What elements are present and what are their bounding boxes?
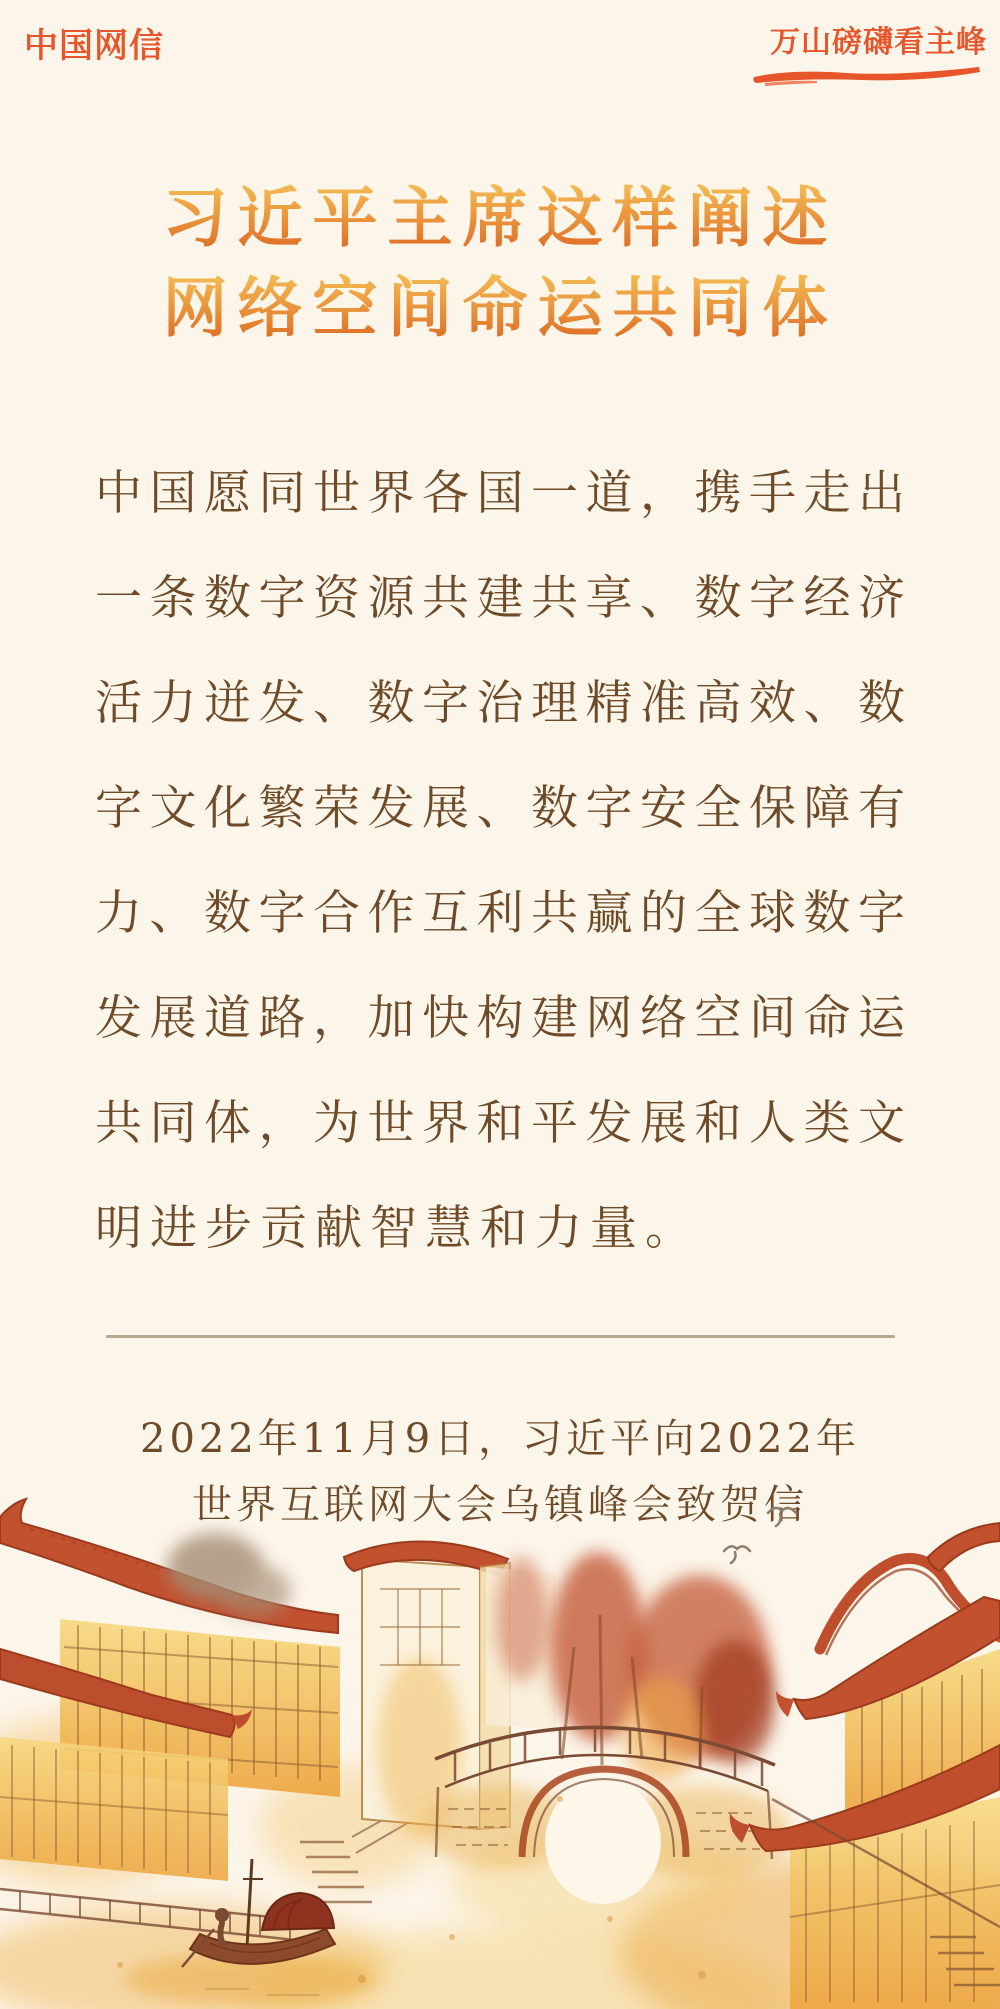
quote-char: 同 [258, 466, 306, 521]
quote-char: 共 [531, 886, 578, 941]
quote-char: 运 [858, 991, 905, 1046]
quote-char: 世 [367, 1096, 415, 1151]
quote-char: 国 [476, 466, 524, 521]
quote-char: 数 [204, 571, 251, 626]
quote-char: 迸 [204, 676, 251, 731]
quote-char: 命 [803, 991, 851, 1046]
quote-char: ， [313, 991, 360, 1046]
quote-char: 人 [749, 1096, 796, 1151]
quote-char: 共 [95, 1096, 142, 1151]
quote-char: 间 [749, 991, 796, 1046]
quote-char: 出 [858, 466, 905, 521]
quote-char: 力 [149, 676, 197, 731]
quote-char: 有 [858, 781, 905, 836]
quote-char: 条 [149, 571, 197, 626]
quote-char: 作 [367, 886, 415, 941]
quote-char: 中 [95, 466, 142, 521]
quote-char: 力 [535, 1201, 582, 1256]
quote-char: 、 [476, 781, 524, 836]
quote-line [95, 542, 905, 647]
quote-char: 共 [422, 571, 469, 626]
header-slogan [751, 17, 987, 88]
quote-char: 贡 [260, 1201, 307, 1256]
quote-char: 界 [422, 1096, 469, 1151]
attribution-line-1: 2022年11月9日，习近平向2022年 [140, 1416, 860, 1462]
quote-char: 合 [313, 886, 360, 941]
quote-char: 和 [476, 1096, 524, 1151]
quote-char: 赢 [585, 886, 633, 941]
quote-char: 和 [694, 1096, 742, 1151]
quote-char: 准 [640, 676, 687, 731]
quote-char: 字 [258, 886, 306, 941]
quote-line [95, 857, 905, 962]
quote-char: 享 [585, 571, 633, 626]
quote-char: 效 [749, 676, 796, 731]
quote-char: 国 [149, 466, 197, 521]
quote-char: 。 [645, 1201, 692, 1256]
quote-char: 世 [313, 466, 360, 521]
quote-char: 全 [694, 781, 742, 836]
quote-char: 源 [367, 571, 415, 626]
quote-char: 的 [640, 886, 687, 941]
quote-char: 障 [803, 781, 851, 836]
quote-char: 治 [476, 676, 524, 731]
quote-char: 携 [694, 466, 742, 521]
quote-char: 愿 [204, 466, 251, 521]
quote-char: 、 [149, 886, 197, 941]
quote-char: 同 [149, 1096, 197, 1151]
quote-char: 为 [313, 1096, 360, 1151]
quote-char: 道 [204, 991, 251, 1046]
quote-char: 、 [640, 571, 687, 626]
quote-char: 络 [640, 991, 687, 1046]
quote-char: 经 [803, 571, 851, 626]
brush-stroke-underline [751, 64, 983, 88]
quote-char: 字 [258, 571, 306, 626]
quote-char: 字 [95, 781, 142, 836]
quote-char: 步 [205, 1201, 252, 1256]
quote-char: 数 [204, 886, 251, 941]
quote-char: 数 [367, 676, 415, 731]
page-title [0, 173, 1000, 353]
quote-char: 字 [749, 571, 796, 626]
quote-char: 繁 [258, 781, 306, 836]
quote-char: 进 [150, 1201, 197, 1256]
divider-line [106, 1335, 895, 1338]
quote-char: 加 [367, 991, 415, 1046]
brand-logo: 中国网信 [24, 27, 164, 65]
quote-char: 量 [590, 1201, 637, 1256]
quote-char: 发 [95, 991, 142, 1046]
quote-char: 化 [204, 781, 251, 836]
quote-char: 各 [422, 466, 469, 521]
quote-line [95, 1067, 905, 1172]
quote-char: 文 [149, 781, 197, 836]
title-line-2: 网络空间命运共同体 [0, 263, 1000, 353]
quote-char: 保 [749, 781, 796, 836]
quote-char: 建 [476, 571, 524, 626]
quote-char: 一 [531, 466, 578, 521]
quote-char: 互 [422, 886, 469, 941]
quote-char: 发 [585, 1096, 633, 1151]
quote-char: 展 [422, 781, 469, 836]
quote-char: 资 [313, 571, 360, 626]
quote-char: 发 [367, 781, 415, 836]
quote-char: 道 [585, 466, 633, 521]
quote-char: 高 [694, 676, 742, 731]
quote-char: 类 [803, 1096, 851, 1151]
quote-char: 数 [531, 781, 578, 836]
quote-char: 和 [480, 1201, 527, 1256]
attribution-line-2: 世界互联网大会乌镇峰会致贺信 [192, 1482, 808, 1528]
quote-char: 荣 [313, 781, 360, 836]
quote-char: 路 [258, 991, 306, 1046]
quote-char: 文 [858, 1096, 905, 1151]
slogan-text: 万山磅礴看主峰 [770, 26, 987, 59]
quote-char: 快 [422, 991, 469, 1046]
quote-char: 体 [204, 1096, 251, 1151]
quote-char: ， [640, 466, 687, 521]
quote-char: 全 [694, 886, 742, 941]
quote-char: 济 [858, 571, 905, 626]
quote-char: 共 [531, 571, 578, 626]
quote-char: ， [258, 1096, 306, 1151]
bridge-trees [550, 1552, 775, 1781]
quote-char: 数 [858, 676, 905, 731]
quote-char: 理 [531, 676, 578, 731]
quote-char: 平 [531, 1096, 578, 1151]
quote-char: 一 [95, 571, 142, 626]
quote-char: 、 [803, 676, 851, 731]
quote-char: 字 [422, 676, 469, 731]
quote-char: 力 [95, 886, 142, 941]
quote-line [95, 962, 905, 1067]
bird-icons [724, 1508, 796, 1563]
water-town-illustration [0, 1497, 1000, 2009]
quote-char: 、 [313, 676, 360, 731]
quote-char: 手 [749, 466, 796, 521]
quote-char: 空 [694, 991, 742, 1046]
quote-line [95, 647, 905, 752]
quote-char: 献 [315, 1201, 362, 1256]
quote-char: 数 [803, 886, 851, 941]
quote-char: 展 [149, 991, 197, 1046]
quote-char: 字 [858, 886, 905, 941]
quote-line [95, 437, 905, 542]
quote-char: 走 [803, 466, 851, 521]
quote-char: 安 [640, 781, 687, 836]
quote-char: 数 [694, 571, 742, 626]
quote-char: 明 [95, 1201, 142, 1256]
quote-paragraph [95, 437, 905, 1277]
quote-line [95, 752, 905, 857]
quote-char: 发 [258, 676, 306, 731]
quote-char: 字 [585, 781, 633, 836]
quote-char: 展 [640, 1096, 687, 1151]
quote-char: 利 [476, 886, 524, 941]
quote-char: 慧 [425, 1201, 472, 1256]
title-line-1: 习近平主席这样阐述 [0, 173, 1000, 263]
quote-char: 活 [95, 676, 142, 731]
quote-char: 界 [367, 466, 415, 521]
quote-char: 网 [585, 991, 633, 1046]
quote-char: 精 [585, 676, 633, 731]
quote-char: 智 [370, 1201, 417, 1256]
quote-char: 建 [531, 991, 578, 1046]
quote-char: 构 [476, 991, 524, 1046]
quote-line [95, 1172, 905, 1277]
quote-char: 球 [749, 886, 796, 941]
